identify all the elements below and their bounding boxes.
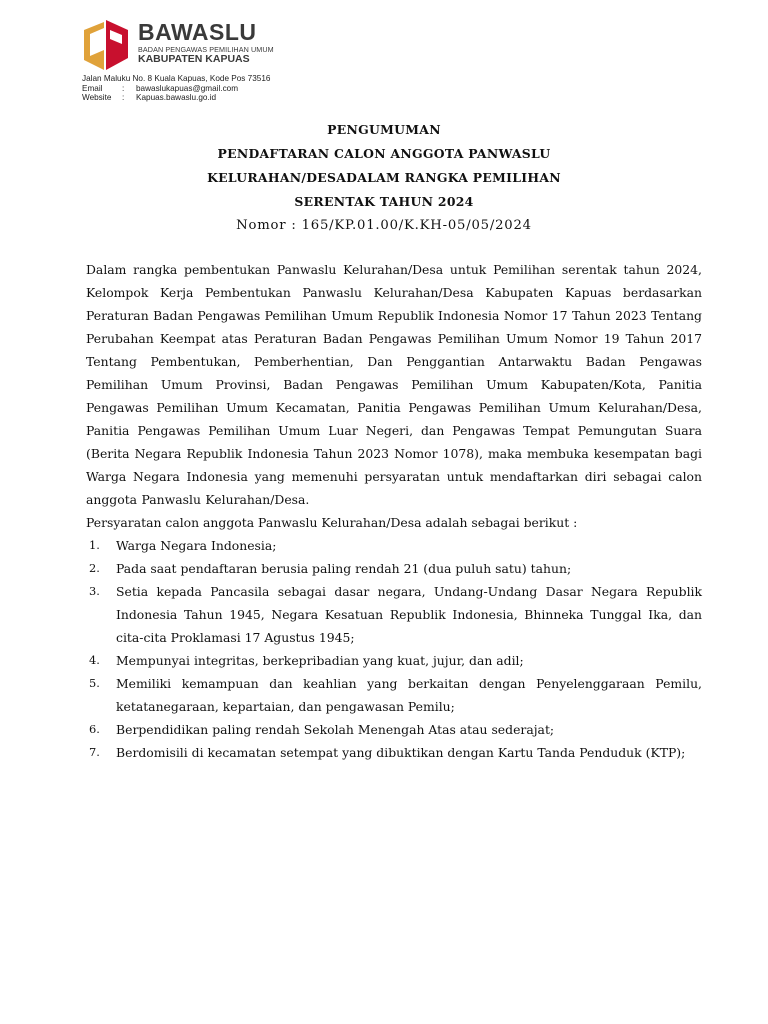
document-number: Nomor : 165/KP.01.00/K.KH-05/05/2024 <box>236 218 532 233</box>
list-item-number: 1. <box>89 538 100 552</box>
email-value: bawaslukapuas@gmail.com <box>136 83 239 93</box>
list-item-text: Warga Negara Indonesia; <box>116 538 277 553</box>
list-item-text: Mempunyai integritas, berkepribadian yang kuat, jujur, dan adil; <box>116 653 524 668</box>
brand-subtitle: BADAN PENGAWAS PEMILIHAN UMUM <box>138 45 274 54</box>
list-item-text: Berpendidikan paling rendah Sekolah Menengah Atas atau sederajat; <box>116 722 555 737</box>
email-row <box>82 84 270 94</box>
list-item <box>86 718 702 741</box>
list-item-text: Memiliki kemampuan dan keahlian yang berkaitan dengan Penyelenggaraan Pemilu, ketatanegaraan, kepartaian, dan pengawasan Pemilu; <box>116 676 702 714</box>
list-item <box>86 534 702 557</box>
announcement-title <box>0 118 768 238</box>
brand <box>138 21 274 65</box>
title-line-2: PENDAFTARAN CALON ANGGOTA PANWASLU <box>217 146 551 161</box>
website-separator: : <box>122 93 125 103</box>
requirements-lead: Persyaratan calon anggota Panwaslu Kelurahan/Desa adalah sebagai berikut : <box>86 515 578 530</box>
list-item <box>86 580 702 649</box>
list-item-number: 7. <box>89 745 100 759</box>
list-item-text: Setia kepada Pancasila sebagai dasar negara, Undang-Undang Dasar Negara Republik Indonesia Tahun 1945, Negara Kesatuan Republik Indonesia, Bhinneka Tunggal Ika, dan cita-cita Proklamasi 17 Agustus 1945; <box>116 584 702 645</box>
brand-name: BAWASLU <box>138 19 257 45</box>
list-item-number: 6. <box>89 722 100 736</box>
list-item <box>86 649 702 672</box>
title-line-3: KELURAHAN/DESADALAM RANGKA PEMILIHAN <box>207 170 561 185</box>
email-separator: : <box>122 83 125 93</box>
website-value: Kapuas.bawaslu.go.id <box>136 93 217 103</box>
brand-region: KABUPATEN KAPUAS <box>138 53 250 65</box>
email-label: Email <box>82 83 103 93</box>
website-row <box>82 93 270 103</box>
title-line-1: PENGUMUMAN <box>327 122 441 137</box>
list-item <box>86 741 702 764</box>
list-item <box>86 672 702 718</box>
requirements-list <box>86 534 702 764</box>
list-item <box>86 557 702 580</box>
list-item-text: Pada saat pendaftaran berusia paling rendah 21 (dua puluh satu) tahun; <box>116 561 572 576</box>
list-item-number: 3. <box>89 584 100 598</box>
list-item-text: Berdomisili di kecamatan setempat yang dibuktikan dengan Kartu Tanda Penduduk (KTP); <box>116 745 686 760</box>
announcement-body <box>86 258 702 764</box>
intro-paragraph: Dalam rangka pembentukan Panwaslu Kelurahan/Desa untuk Pemilihan serentak tahun 2024, Kelompok Kerja Pembentukan Panwaslu Kelurahan/Desa Kabupaten Kapuas berdasarkan Peraturan Badan Pengawas Pemilihan Umum Republik Indonesia Nomor 17 Tahun 2023 Tentang Perubahan Keempat atas Peraturan Badan Pengawas Pemilihan Umum Nomor 19 Tahun 2017 Tentang Pembentukan, Pemberhentian, Dan Penggantian Antarwaktu Badan Pengawas Pemilihan Umum Provinsi, Badan Pengawas Pemilihan Umum Kabupaten/Kota, Panitia Pengawas Pemilihan Umum Kecamatan, Panitia Pengawas Pemilihan Umum Kelurahan/Desa, Panitia Pengawas Pemilihan Umum Luar Negeri, dan Pengawas Tempat Pemungutan Suara (Berita Negara Republik Indonesia Tahun 2023 Nomor 1078), maka membuka kesempatan bagi Warga Negara Indonesia yang memenuhi persyaratan untuk mendaftarkan diri sebagai calon anggota Panwaslu Kelurahan/Desa. <box>86 262 702 507</box>
list-item-number: 5. <box>89 676 100 690</box>
contact-info <box>82 74 270 103</box>
bawaslu-logo-icon <box>82 18 132 72</box>
list-item-number: 2. <box>89 561 100 575</box>
letterhead <box>82 18 342 108</box>
website-label: Website <box>82 93 112 103</box>
title-line-4: SERENTAK TAHUN 2024 <box>294 194 474 209</box>
list-item-number: 4. <box>89 653 100 667</box>
address-line: Jalan Maluku No. 8 Kuala Kapuas, Kode Pos 73516 <box>82 74 271 83</box>
